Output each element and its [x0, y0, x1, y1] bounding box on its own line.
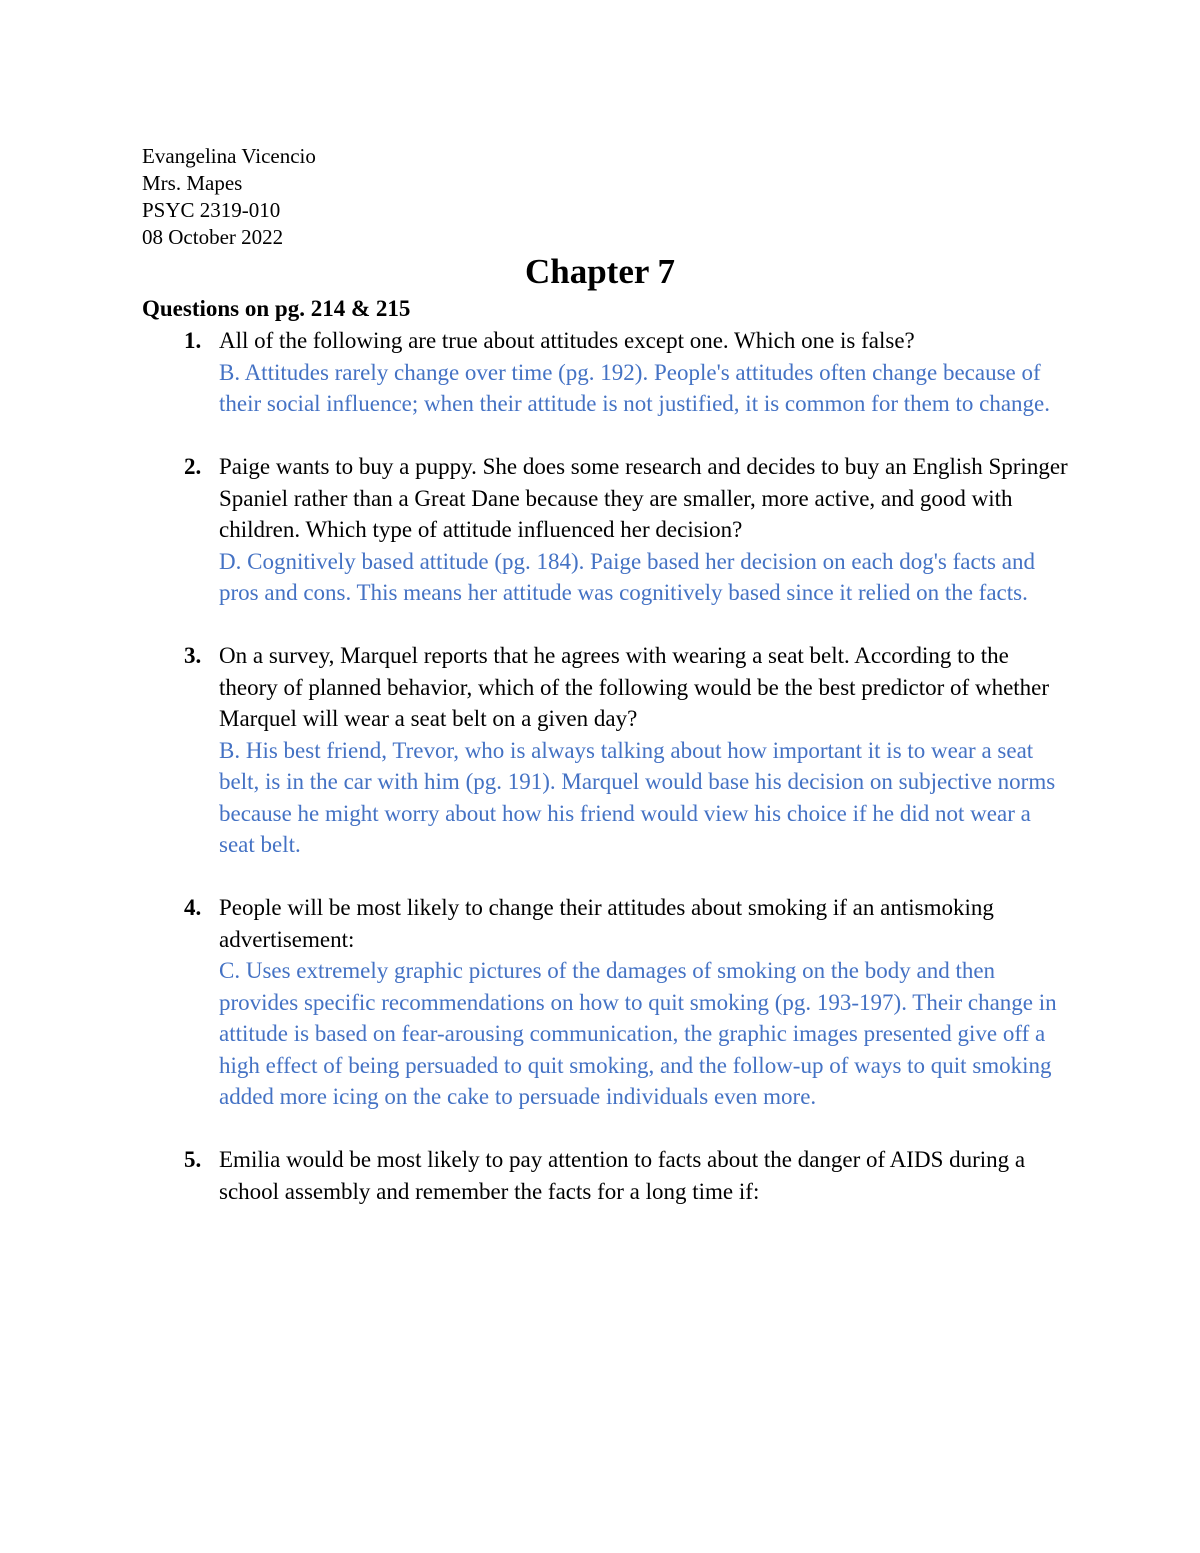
- question-number: 4.: [184, 895, 202, 920]
- question-item: [142, 325, 1072, 420]
- student-name: Evangelina Vicencio: [142, 144, 316, 168]
- question-number: 1.: [184, 328, 202, 353]
- answer-text: D. Cognitively based attitude (pg. 184). Paige based her decision on each dog's facts and pros and cons. This means her attitude was cognitively based since it relied on the facts.: [219, 548, 1035, 605]
- answer-text: B. His best friend, Trevor, who is always talking about how important it is to wear a seat belt, is in the car with him (pg. 191). Marquel would base his decision on subjective norms because he might worry about how his friend would view his choice if he did not wear a seat belt.: [219, 737, 1056, 857]
- question-text: On a survey, Marquel reports that he agrees with wearing a seat belt. According to the theory of planned behavior, which of the following would be the best predictor of whether Marquel will wear a seat belt on a given day?: [219, 643, 1050, 731]
- page-title: Chapter 7: [524, 252, 676, 291]
- question-number: 3.: [184, 643, 202, 668]
- question-text: All of the following are true about attitudes except one. Which one is false?: [219, 328, 915, 353]
- section-subtitle: Questions on pg. 214 & 215: [142, 296, 411, 321]
- question-item: [142, 1144, 1072, 1207]
- question-item: [142, 451, 1072, 609]
- question-text: Emilia would be most likely to pay attention to facts about the danger of AIDS during a school assembly and remember the facts for a long time if:: [219, 1147, 1026, 1204]
- question-list: [142, 325, 1072, 1239]
- question-text: Paige wants to buy a puppy. She does some research and decides to buy an English Springer Spaniel rather than a Great Dane because they are smaller, more active, and good with children. Which type of attitude influenced her decision?: [219, 454, 1068, 542]
- instructor-name: Mrs. Mapes: [142, 171, 243, 195]
- question-number: 5.: [184, 1147, 202, 1172]
- document-date: 08 October 2022: [142, 225, 284, 249]
- answer-text: B. Attitudes rarely change over time (pg. 192). People's attitudes often change because of their social influence; when their attitude is not justified, it is common for them to change.: [219, 359, 1050, 416]
- answer-text: C. Uses extremely graphic pictures of the damages of smoking on the body and then provides specific recommendations on how to quit smoking (pg. 193-197). Their change in attitude is based on fear-arousing communication, the graphic images presented give off a high effect of being persuaded to quit smoking, and the follow-up of ways to quit smoking added more icing on the cake to persuade individuals even more.: [219, 958, 1057, 1109]
- question-item: [142, 892, 1072, 1113]
- question-text: People will be most likely to change their attitudes about smoking if an antismoking advertisement:: [219, 895, 994, 952]
- course-code: PSYC 2319-010: [142, 198, 281, 222]
- question-number: 2.: [184, 454, 202, 479]
- header-block: [142, 143, 316, 251]
- question-item: [142, 640, 1072, 861]
